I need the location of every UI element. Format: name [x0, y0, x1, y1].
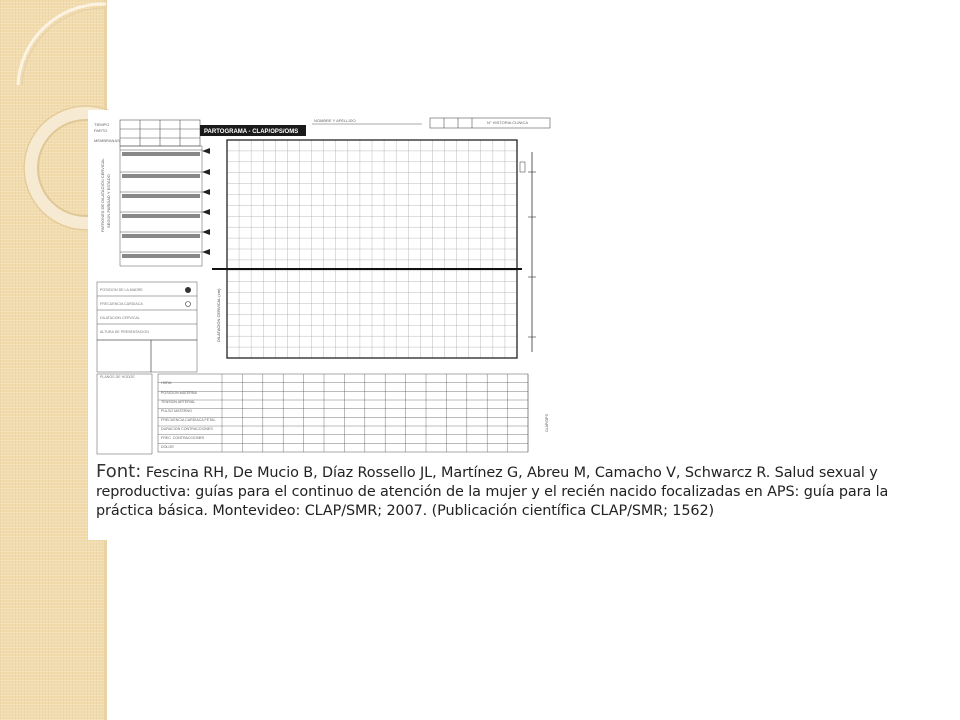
svg-text:POSICION MATERNA: POSICION MATERNA: [161, 391, 197, 395]
svg-text:DOLOR: DOLOR: [161, 445, 174, 449]
svg-text:HORA: HORA: [161, 381, 172, 385]
svg-text:TENSION ARTERIAL: TENSION ARTERIAL: [161, 400, 196, 404]
citation-caption: [96, 462, 916, 521]
svg-text:PATRONES DE DILATACIÓN CERVICA: PATRONES DE DILATACIÓN CERVICAL: [100, 158, 105, 232]
svg-text:POSICION DE LA MADRE: POSICION DE LA MADRE: [100, 288, 143, 292]
svg-text:FRECUENCIA CARDIACA FETAL: FRECUENCIA CARDIACA FETAL: [161, 418, 216, 422]
svg-text:DURACION CONTRACCIONES: DURACION CONTRACCIONES: [161, 427, 213, 431]
svg-text:ALTURA DE PRESENTACION: ALTURA DE PRESENTACION: [100, 330, 149, 334]
svg-text:SEGÚN PARIDAD Y ESTADO: SEGÚN PARIDAD Y ESTADO: [106, 174, 111, 228]
caption-line-1: Fescina RH, De Mucio B, Díaz Rossello JL, Martínez G, Abreu M, Camacho V, Schwarcz R. Salud sexual y: [145, 465, 878, 481]
svg-text:CLAP/OPS: CLAP/OPS: [545, 414, 549, 432]
svg-text:PARTO: PARTO: [94, 128, 108, 133]
svg-text:FREC. CONTRACCIONES: FREC. CONTRACCIONES: [161, 436, 205, 440]
svg-text:N° HISTORIA CLINICA: N° HISTORIA CLINICA: [487, 120, 529, 125]
svg-text:PULSO MATERNO: PULSO MATERNO: [161, 409, 192, 413]
caption-line-2: reproductiva: guías para el continuo de atención de la mujer y el recién nacido focalizadas en APS: guía para la: [96, 484, 889, 500]
svg-text:TIEMPO: TIEMPO: [94, 122, 110, 127]
svg-text:MEMBRANAS: MEMBRANAS: [94, 138, 120, 143]
caption-line-3: práctica básica. Montevideo: CLAP/SMR; 2007. (Publicación científica CLAP/SMR; 1562): [96, 503, 715, 519]
svg-text:DILATACION CERVICAL (cm): DILATACION CERVICAL (cm): [216, 288, 221, 342]
form-title: PARTOGRAMA - CLAP/OPS/OMS: [204, 129, 299, 135]
svg-text:DILATACION CERVICAL: DILATACION CERVICAL: [100, 316, 140, 320]
caption-label: Font:: [96, 461, 142, 482]
svg-text:NOMBRE Y APELLIDO: NOMBRE Y APELLIDO: [314, 118, 356, 123]
partograma-form-image: [92, 112, 562, 457]
svg-text:PLANOS DE HODGE: PLANOS DE HODGE: [100, 375, 135, 379]
svg-text:FRECUENCIA CARDIACA: FRECUENCIA CARDIACA: [100, 302, 143, 306]
